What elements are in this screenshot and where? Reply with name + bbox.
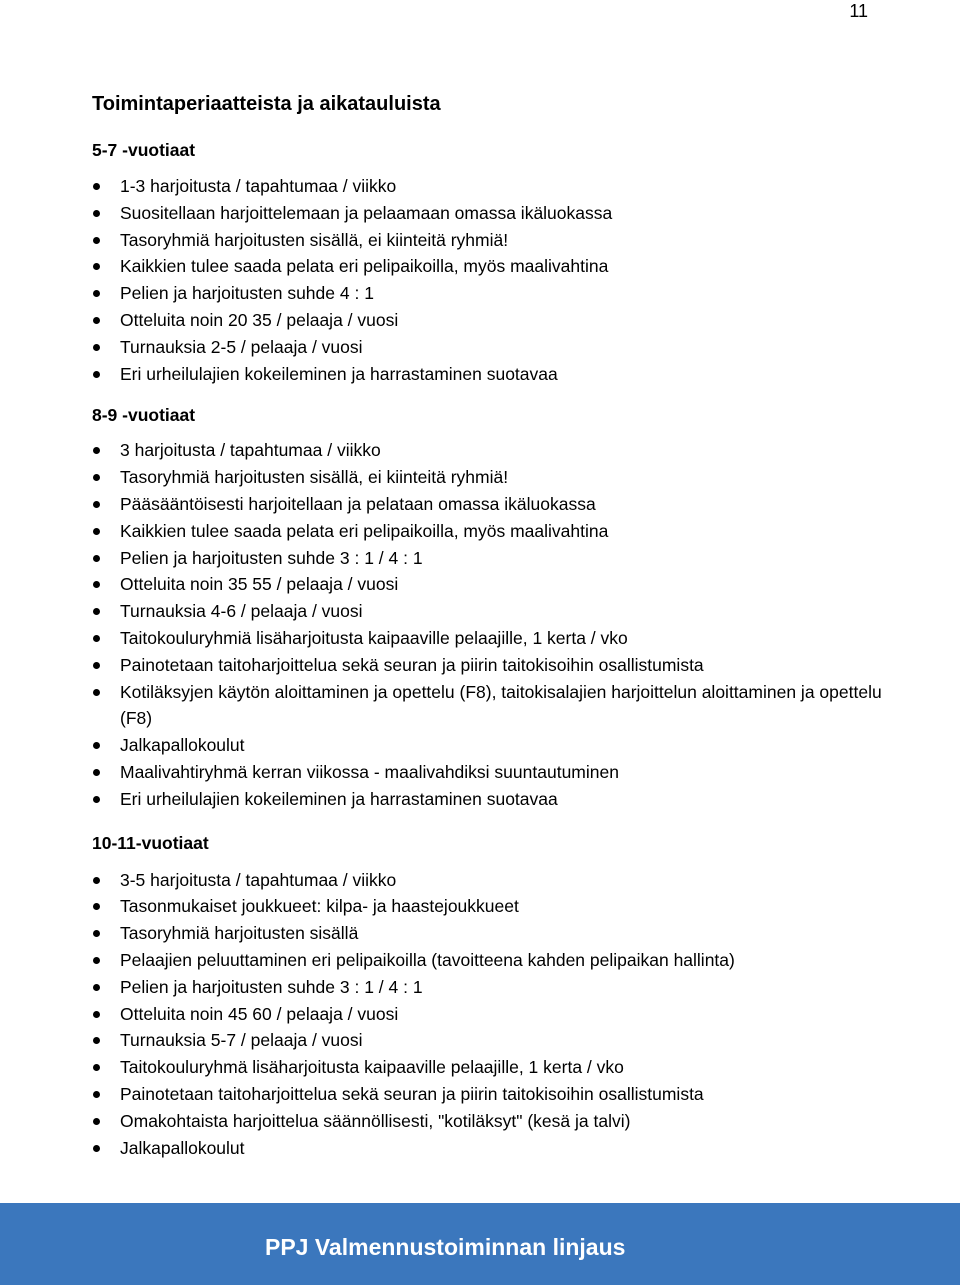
list-item-text: Pelaajien peluuttaminen eri pelipaikoilla (tavoitteena kahden pelipaikan hallinta) [120, 949, 735, 970]
list-item [92, 732, 892, 759]
list-item [92, 334, 892, 361]
section-heading: 5-7 -vuotiaat [92, 140, 196, 160]
list-item-text: Turnauksia 5-7 / pelaaja / vuosi [120, 1030, 363, 1051]
list-item-text: Pelien ja harjoitusten suhde 3 : 1 / 4 : 1 [120, 547, 423, 568]
bullet-icon [93, 317, 100, 324]
list-item-text: Eri urheilulajien kokeileminen ja harrastaminen suotavaa [120, 363, 558, 384]
list-item [92, 759, 892, 786]
bullet-icon [93, 1118, 100, 1125]
list-item [92, 974, 892, 1001]
bullet-icon [93, 581, 100, 588]
bullet-icon [93, 501, 100, 508]
footer-banner [0, 1203, 960, 1285]
footer-title: PPJ Valmennustoiminnan linjaus [265, 1234, 626, 1260]
bullet-icon [93, 662, 100, 669]
list-item [92, 227, 892, 254]
list-item [92, 1108, 892, 1135]
list-item-text: Kaikkien tulee saada pelata eri pelipaikoilla, myös maalivahtina [120, 256, 609, 277]
list-item-text: Otteluita noin 35 55 / pelaaja / vuosi [120, 574, 399, 595]
bullet-icon [93, 903, 100, 910]
list-item [92, 200, 892, 227]
list-item [92, 679, 892, 733]
list-item [92, 571, 892, 598]
page-title: Toimintaperiaatteista ja aikatauluista [92, 93, 441, 115]
section-heading: 8-9 -vuotiaat [92, 405, 196, 426]
list-item-text: Jalkapallokoulut [120, 735, 245, 756]
list-item-text: Kaikkien tulee saada pelata eri pelipaikoilla, myös maalivahtina [120, 520, 609, 541]
list-item [92, 280, 892, 307]
list-item [92, 361, 892, 388]
list-item-text: Taitokouluryhmä lisäharjoitusta kaipaaville pelaajille, 1 kerta / vko [120, 1057, 624, 1078]
bullet-icon [93, 344, 100, 351]
list-item-text: Tasoryhmiä harjoitusten sisällä [120, 923, 359, 944]
list-item [92, 947, 892, 974]
list-item-text: Otteluita noin 20 35 / pelaaja / vuosi [120, 309, 399, 330]
bullet-list [92, 437, 892, 812]
bullet-icon [93, 984, 100, 991]
list-item [92, 545, 892, 572]
bullet-icon [93, 447, 100, 454]
page-number: 11 [849, 1, 868, 21]
list-item-text: Turnauksia 4-6 / pelaaja / vuosi [120, 601, 363, 622]
list-item-text: Maalivahtiryhmä kerran viikossa - maalivahdiksi suuntautuminen [120, 761, 619, 782]
bullet-icon [93, 608, 100, 615]
bullet-icon [93, 930, 100, 937]
bullet-icon [93, 877, 100, 884]
list-item [92, 920, 892, 947]
list-item [92, 1027, 892, 1054]
list-item-text: Jalkapallokoulut [120, 1137, 245, 1158]
list-item [92, 625, 892, 652]
bullet-icon [93, 1064, 100, 1071]
list-item-text: Omakohtaista harjoittelua säännöllisesti, "kotiläksyt" (kesä ja talvi) [120, 1110, 631, 1131]
list-item-text: 3 harjoitusta / tapahtumaa / viikko [120, 440, 381, 461]
bullet-icon [93, 742, 100, 749]
list-item-text: Taitokouluryhmiä lisäharjoitusta kaipaaville pelaajille, 1 kerta / vko [120, 627, 628, 648]
list-item-text: Pääsääntöisesti harjoitellaan ja pelataan omassa ikäluokassa [120, 493, 596, 514]
bullet-icon [93, 1091, 100, 1098]
bullet-icon [93, 957, 100, 964]
section-10-11-vuotiaat [92, 831, 892, 1162]
bullet-icon [93, 183, 100, 190]
list-item-text: Pelien ja harjoitusten suhde 3 : 1 / 4 : 1 [120, 976, 423, 997]
list-item-text: Painotetaan taitoharjoittelua sekä seuran ja piirin taitokisoihin osallistumista [120, 654, 704, 675]
list-item [92, 1135, 892, 1162]
bullet-icon [93, 796, 100, 803]
list-item-text: Tasoryhmiä harjoitusten sisällä, ei kiinteitä ryhmiä! [120, 467, 509, 488]
bullet-icon [93, 769, 100, 776]
list-item [92, 1001, 892, 1028]
section-8-9-vuotiaat [92, 403, 892, 812]
list-item-text: Eri urheilulajien kokeileminen ja harrastaminen suotavaa [120, 788, 558, 809]
section-5-7-vuotiaat [92, 138, 892, 387]
list-item [92, 307, 892, 334]
list-item [92, 1081, 892, 1108]
bullet-icon [93, 1145, 100, 1152]
list-item [92, 518, 892, 545]
bullet-icon [93, 474, 100, 481]
list-item-text: Suositellaan harjoittelemaan ja pelaamaan omassa ikäluokassa [120, 202, 613, 223]
bullet-icon [93, 555, 100, 562]
bullet-icon [93, 263, 100, 270]
bullet-icon [93, 635, 100, 642]
list-item [92, 652, 892, 679]
list-item-text: Tasoryhmiä harjoitusten sisällä, ei kiinteitä ryhmiä! [120, 229, 509, 250]
bullet-icon [93, 290, 100, 297]
list-item [92, 491, 892, 518]
list-item [92, 598, 892, 625]
list-item [92, 253, 892, 280]
list-item [92, 867, 892, 894]
list-item [92, 1054, 892, 1081]
list-item-text: Tasonmukaiset joukkueet: kilpa- ja haastejoukkueet [120, 896, 519, 917]
bullet-icon [93, 1037, 100, 1044]
bullet-list [92, 173, 892, 387]
list-item-text: 1-3 harjoitusta / tapahtumaa / viikko [120, 176, 397, 196]
bullet-icon [93, 1011, 100, 1018]
list-item-text: Painotetaan taitoharjoittelua sekä seuran ja piirin taitokisoihin osallistumista [120, 1083, 704, 1104]
document-body [92, 90, 892, 1161]
list-item-text: Kotiläksyjen käytön aloittaminen ja opettelu (F8), taitokisalajien harjoittelun aloittaminen ja opettelu (F8) [120, 681, 882, 729]
section-heading: 10-11-vuotiaat [92, 832, 209, 853]
bullet-list [92, 867, 892, 1162]
bullet-icon [93, 210, 100, 217]
list-item [92, 893, 892, 920]
bullet-icon [93, 528, 100, 535]
bullet-icon [93, 237, 100, 244]
list-item-text: Pelien ja harjoitusten suhde 4 : 1 [120, 283, 374, 304]
bullet-icon [93, 371, 100, 378]
list-item [92, 786, 892, 813]
list-item-text: 3-5 harjoitusta / tapahtumaa / viikko [120, 869, 397, 890]
list-item [92, 464, 892, 491]
list-item-text: Otteluita noin 45 60 / pelaaja / vuosi [120, 1003, 399, 1024]
list-item [92, 437, 892, 464]
list-item [92, 173, 892, 200]
list-item-text: Turnauksia 2-5 / pelaaja / vuosi [120, 336, 363, 357]
bullet-icon [93, 689, 100, 696]
